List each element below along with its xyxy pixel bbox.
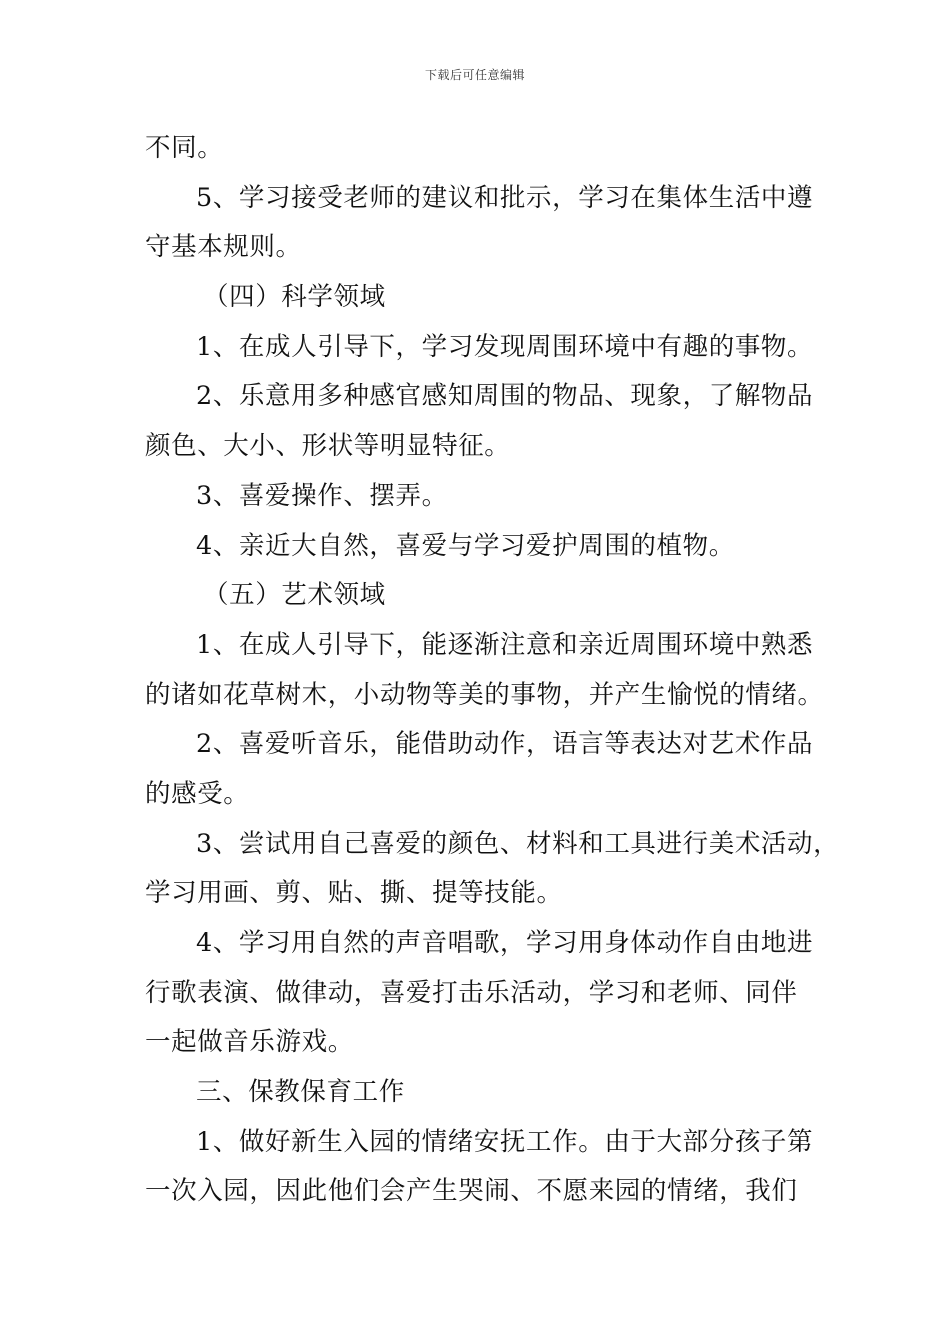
text-line: 学习用画、剪、贴、撕、提等技能。 xyxy=(145,878,563,909)
section-heading-art: （五）艺术领域 xyxy=(203,580,386,611)
text-line: 3、喜爱操作、摆弄。 xyxy=(196,480,448,511)
document-body xyxy=(145,128,840,1221)
text-line: 4、学习用自然的声音唱歌，学习用身体动作自由地进 xyxy=(196,928,814,958)
text-line: 的感受。 xyxy=(145,778,250,809)
text-line: 3、尝试用自己喜爱的颜色、材料和工具进行美术活动， xyxy=(196,828,840,859)
text-line: 颜色、大小、形状等明显特征。 xyxy=(145,431,511,462)
text-line: 1、在成人引导下，学习发现周围环境中有趣的事物。 xyxy=(196,331,814,362)
text-line: 2、乐意用多种感官感知周围的物品、现象，了解物品 xyxy=(196,381,814,412)
text-line: 一次入园，因此他们会产生哭闹、不愿来园的情绪，我们 xyxy=(145,1176,798,1207)
text-line: 一起做音乐游戏。 xyxy=(145,1027,354,1058)
section-heading-science: （四）科学领域 xyxy=(203,282,386,313)
text-line: 不同。 xyxy=(145,133,224,163)
text-line: 1、做好新生入园的情绪安抚工作。由于大部分孩子第 xyxy=(196,1126,814,1157)
text-line: 4、亲近大自然，喜爱与学习爱护周围的植物。 xyxy=(196,530,735,561)
text-line: 行歌表演、做律动，喜爱打击乐活动，学习和老师、同伴 xyxy=(145,977,798,1008)
text-line: 2、喜爱听音乐，能借助动作，语言等表达对艺术作品 xyxy=(196,729,814,760)
text-line: 1、在成人引导下，能逐渐注意和亲近周围环境中熟悉 xyxy=(196,629,814,660)
text-line: 守基本规则。 xyxy=(145,232,302,263)
text-line: 的诸如花草树木，小动物等美的事物，并产生愉悦的情绪。 xyxy=(145,679,824,710)
section-heading-care: 三、保教保育工作 xyxy=(196,1077,405,1108)
page-header-note: 下载后可任意编辑 xyxy=(424,68,525,82)
text-line: 5、学习接受老师的建议和批示，学习在集体生活中遵 xyxy=(196,182,814,213)
